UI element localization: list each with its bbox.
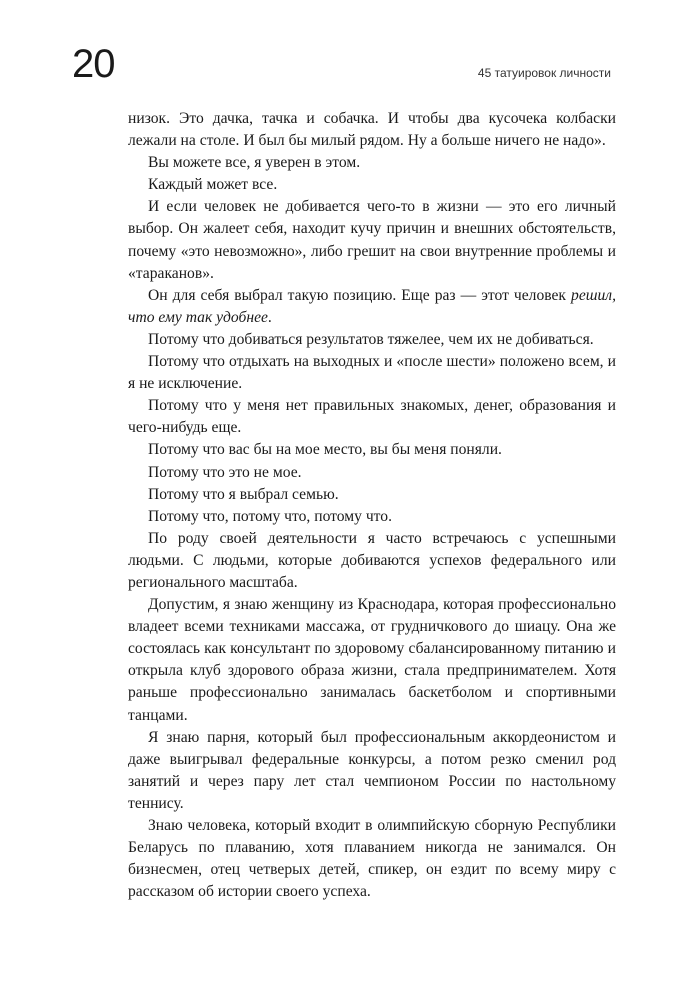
paragraph-5-italic: решил, что ему так удобнее	[128, 286, 616, 326]
paragraph-6: Потому что добиваться результатов тяжелее, чем их не добиваться.	[148, 330, 594, 348]
paragraph-5-text: Он для себя выбрал такую позицию. Еще раз — этот человек	[148, 286, 572, 304]
paragraph-9: Потому что вас бы на мое место, вы бы меня поняли.	[148, 441, 502, 459]
paragraph-1: низок. Это дачка, тачка и собачка. И чтобы два кусочека колбаски лежали на столе. И был бы милый рядом. Ну а больше ничего не надо».	[128, 110, 616, 150]
paragraph-12: Потому что, потому что, потому что.	[148, 507, 392, 525]
paragraph-16: Знаю человека, который входит в олимпийскую сборную Республики Беларусь по плаванию, хотя плаванием никогда не занимался. Он бизнесмен, отец четверых детей, спикер, он ездит по всему миру с рассказом об истории своего успеха.	[128, 817, 616, 901]
paragraph-10: Потому что это не мое.	[148, 463, 302, 481]
paragraph-13: По роду своей деятельности я часто встречаюсь с успешными людьми. С людьми, которые добиваются успехов федерального или регионального масштаба.	[128, 529, 616, 591]
paragraph-5	[128, 285, 616, 329]
paragraph-2: Вы можете все, я уверен в этом.	[148, 154, 361, 172]
running-title: 45 татуировок личности	[477, 66, 611, 80]
paragraph-3: Каждый может все.	[148, 176, 278, 194]
paragraph-8: Потому что у меня нет правильных знакомых, денег, образования и чего-нибудь еще.	[128, 397, 616, 437]
body-text	[128, 108, 616, 903]
page-number: 20	[72, 42, 115, 86]
paragraph-11: Потому что я выбрал семью.	[148, 485, 339, 503]
paragraph-15: Я знаю парня, который был профессиональным аккордеонистом и даже выигрывал федеральные конкурсы, а потом резко сменил род занятий и через пару лет стал чемпионом России по настольному теннису.	[128, 728, 616, 812]
paragraph-7: Потому что отдыхать на выходных и «после шести» положено всем, и я не исключение.	[128, 353, 616, 393]
paragraph-5-end: .	[267, 308, 272, 326]
paragraph-14: Допустим, я знаю женщину из Краснодара, которая профессионально владеет всеми техниками массажа, от грудничкового до шиацу. Она же состоялась как консультант по здоровому сбалансированному питанию и открыла клуб здорового образа жизни, стала предпринимателем. Хотя раньше профессионально занималась баскетболом и спортивными танцами.	[128, 596, 616, 724]
paragraph-4: И если человек не добивается чего-то в жизни — это его личный выбор. Он жалеет себя, находит кучу причин и внешних обстоятельств, почему «это невозможно», либо грешит на свои внутренние проблемы и «тараканов».	[128, 198, 616, 282]
